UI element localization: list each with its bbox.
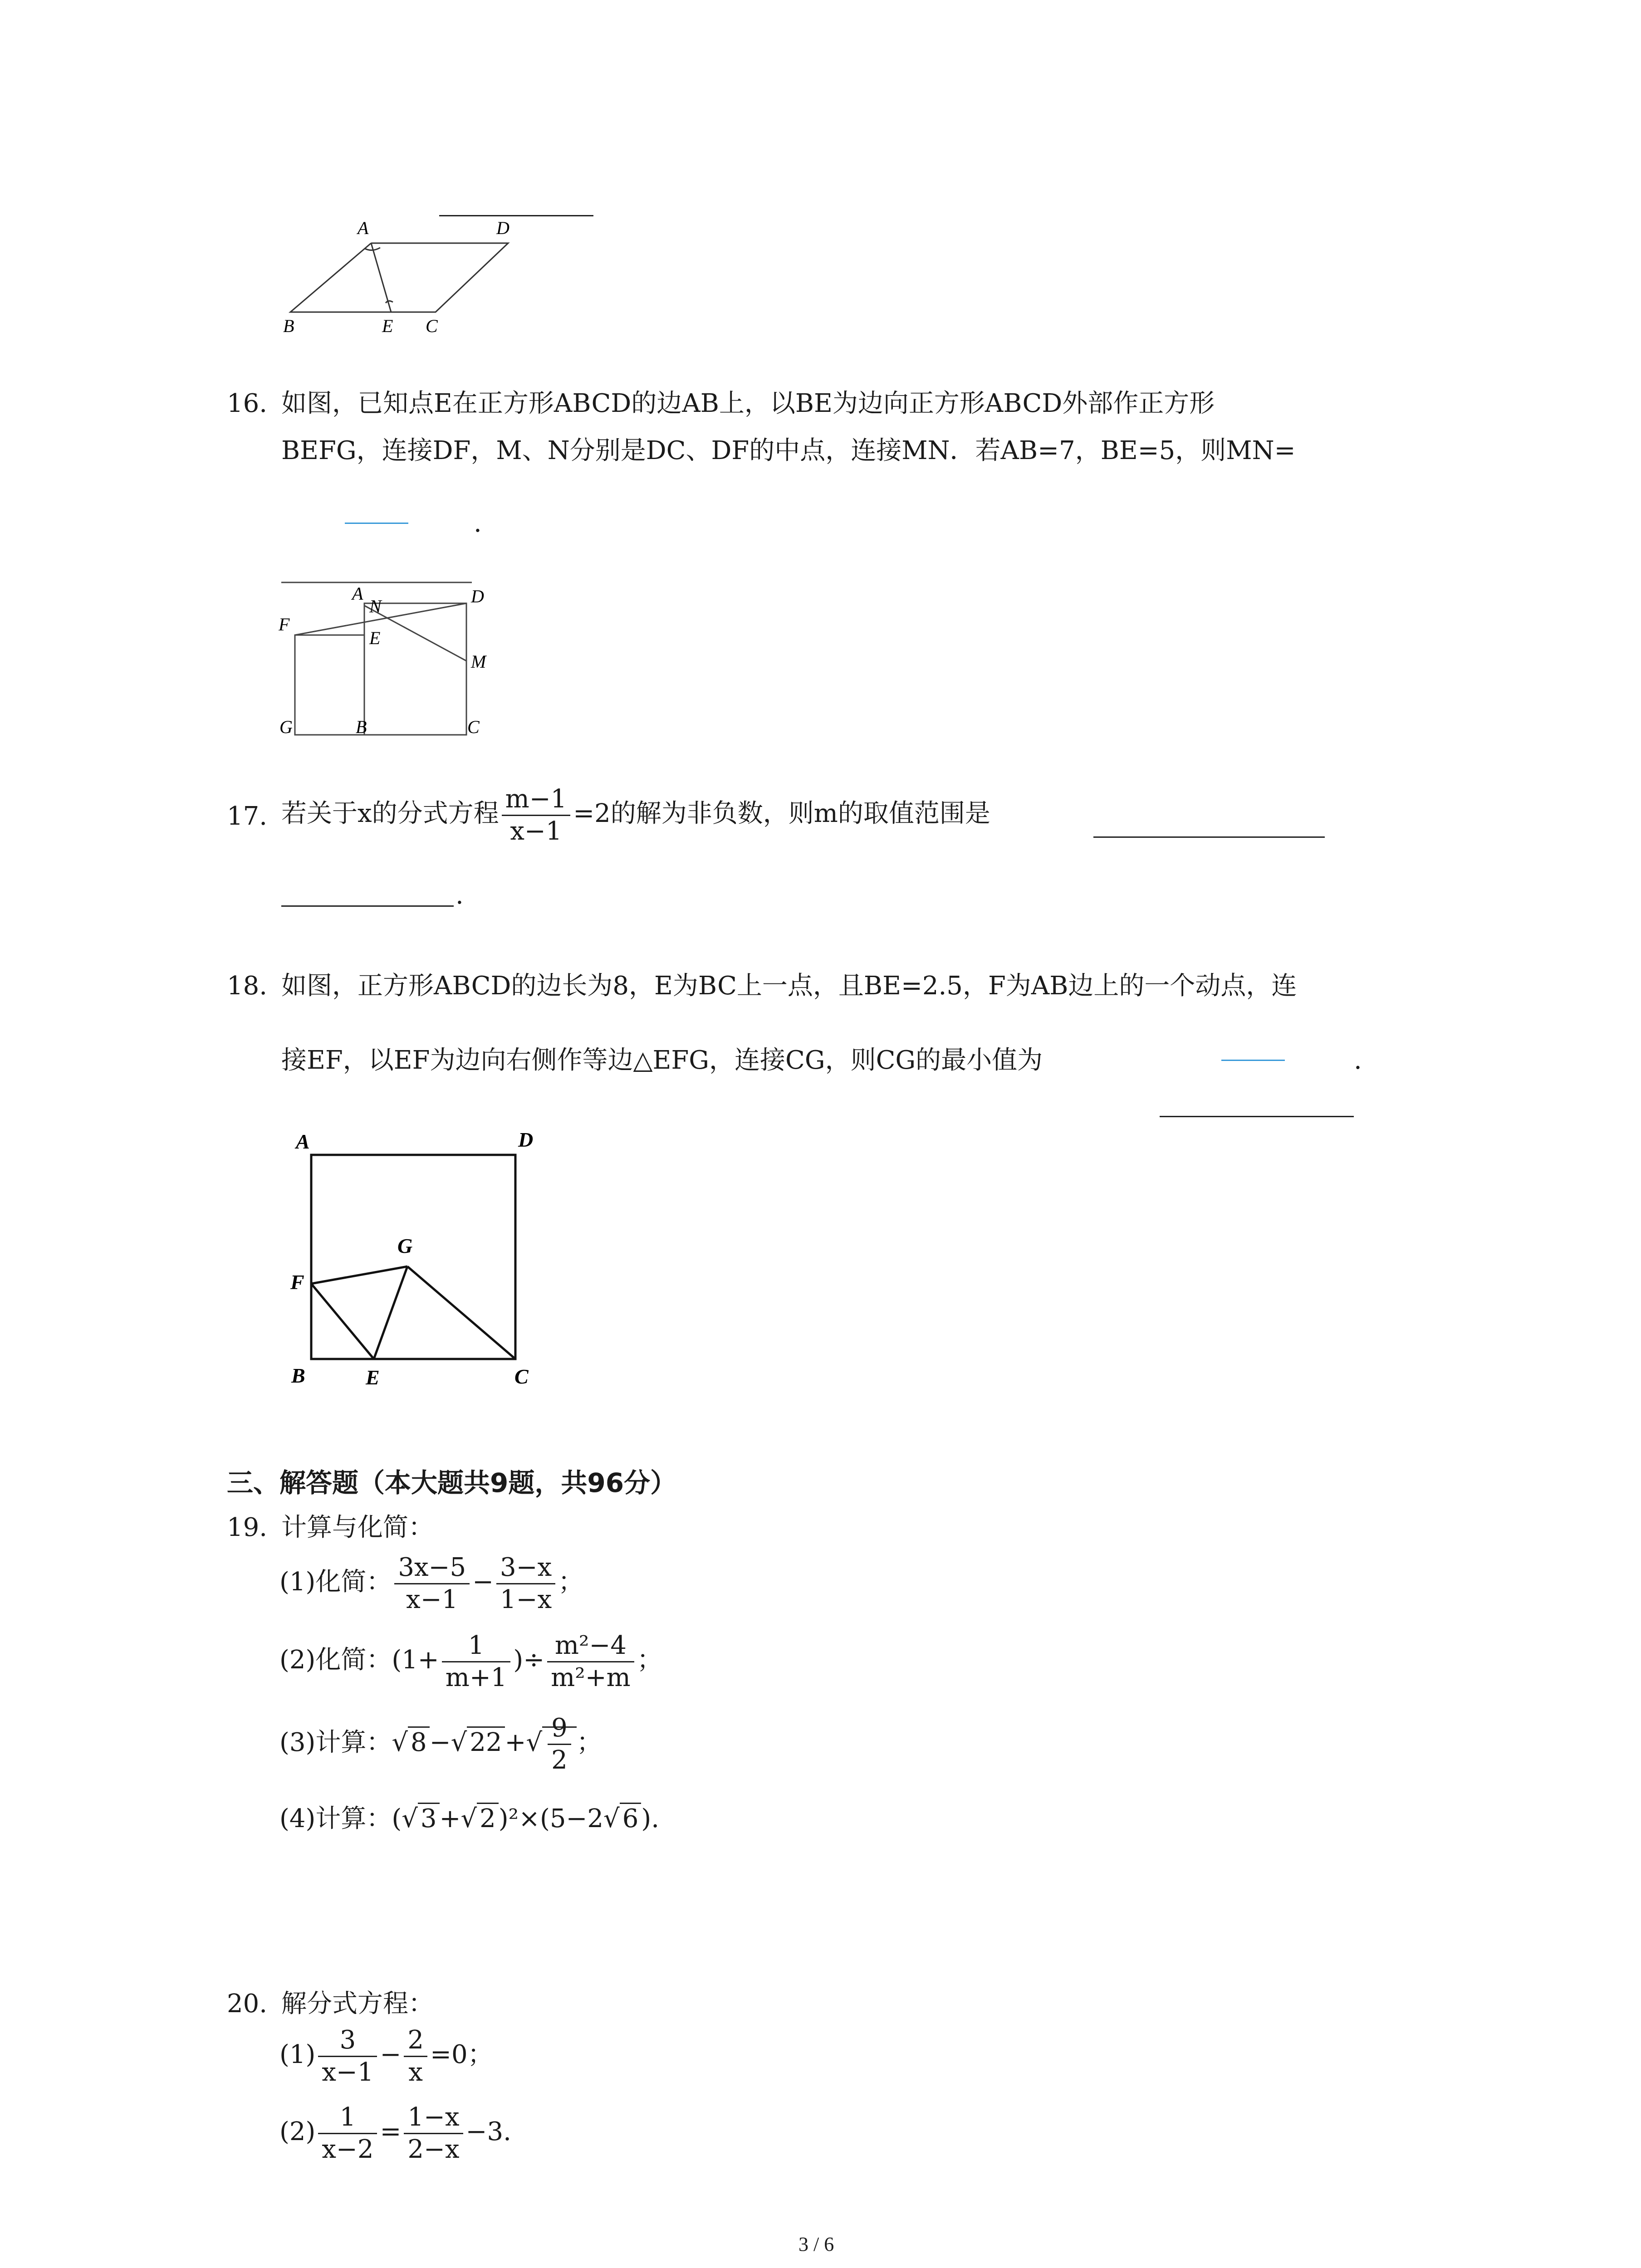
label-A: A — [358, 218, 369, 238]
label-A: A — [296, 1130, 310, 1153]
question-19-title: 计算与化简： — [281, 1513, 434, 1542]
question-19-part2: (2)化简：(1+ $\frac{1}{m+1}$ )÷ $\frac{\text{m²−4}}{\text{m²+m}}$ ； — [279, 1631, 662, 1692]
question-17-text-before: 若关于x的分式方程 — [281, 799, 499, 828]
label-D: D — [471, 586, 484, 606]
label-C: C — [467, 717, 480, 737]
question-20-part2: (2) $\frac{1}{x-2}$ = $\frac{1-x}{2-x}$ −3. — [279, 2102, 511, 2164]
label-N: N — [369, 596, 382, 616]
label-D: D — [518, 1128, 534, 1151]
question-17-text-after: =2的解为非负数，则m的取值范围是 — [573, 799, 990, 828]
page-number: 3 / 6 — [798, 2233, 834, 2255]
question-16-number: 16. — [227, 389, 268, 418]
question-20-title: 解分式方程： — [281, 1989, 434, 2019]
question-20-number: 20. — [227, 1989, 268, 2019]
question-19-part4: (4)计算：(√ 3 +√ 2 )²×(5−2√ 6 ). — [279, 1806, 659, 1832]
sqrt-8: √ 8 — [392, 1730, 429, 1755]
question-16-end: . — [474, 508, 482, 538]
label-D: D — [496, 218, 509, 238]
sqrt-9-over-2: √ $\frac{9}{2}$ — [526, 1716, 576, 1773]
square-triangle-figure — [281, 1125, 581, 1397]
label-C: C — [426, 316, 438, 336]
label-A: A — [352, 583, 363, 604]
sqrt-22: √ 22 — [451, 1730, 505, 1755]
label-F: F — [290, 1271, 304, 1294]
label-B: B — [291, 1364, 305, 1387]
question-16-line2: BEFG，连接DF，M、N分别是DC、DF的中点，连接MN．若AB=7，BE=5，则MN= — [281, 436, 1296, 465]
question-18-end: . — [1354, 1046, 1362, 1075]
label-B: B — [283, 316, 294, 336]
label-M: M — [471, 651, 486, 672]
question-19-part1: (1)化简： $\frac{3x-5}{x-1}$ − $\frac{3-x}{1-x}$ ； — [279, 1553, 584, 1614]
label-G: G — [279, 717, 293, 737]
label-E: E — [369, 628, 381, 648]
question-17-body — [281, 784, 990, 846]
answer-blank-18 — [1221, 1060, 1285, 1061]
question-20-part1: (1) $\frac{3}{x-1}$ − $\frac{2}{x}$ =0； — [279, 2025, 493, 2087]
parallelogram-figure — [272, 213, 508, 336]
answer-blank-17b — [281, 905, 454, 907]
question-16-line1: 如图，已知点E在正方形ABCD的边AB上，以BE为边向正方形ABCD外部作正方形 — [281, 389, 1215, 418]
question-17-number: 17. — [227, 802, 268, 831]
answer-line-18 — [1160, 1116, 1354, 1117]
question-19-number: 19. — [227, 1513, 268, 1542]
section-3-heading: 三、解答题（本大题共9题，共96分） — [227, 1467, 677, 1498]
label-C: C — [514, 1365, 529, 1388]
answer-blank-17a — [1093, 836, 1325, 838]
answer-blank-16 — [345, 523, 408, 524]
label-B: B — [356, 717, 367, 737]
question-17-fraction: $\frac{m-1}{x-1}$ — [502, 787, 571, 844]
label-E: E — [366, 1366, 380, 1389]
question-18-line2: 接EF，以EF为边向右侧作等边△EFG，连接CG，则CG的最小值为 — [281, 1046, 1043, 1075]
label-E: E — [382, 316, 393, 336]
label-F: F — [279, 614, 290, 635]
question-19-part3: (3)计算：√ 8 −√ 22 +√ $\frac{9}{2}$ ； — [279, 1713, 602, 1775]
question-18-line1: 如图，正方形ABCD的边长为8，E为BC上一点，且BE=2.5，F为AB边上的一个动点，连 — [281, 971, 1297, 1001]
label-G: G — [397, 1234, 413, 1257]
squares-figure — [272, 576, 508, 744]
question-18-number: 18. — [227, 971, 268, 1001]
question-17-end: . — [456, 880, 464, 910]
